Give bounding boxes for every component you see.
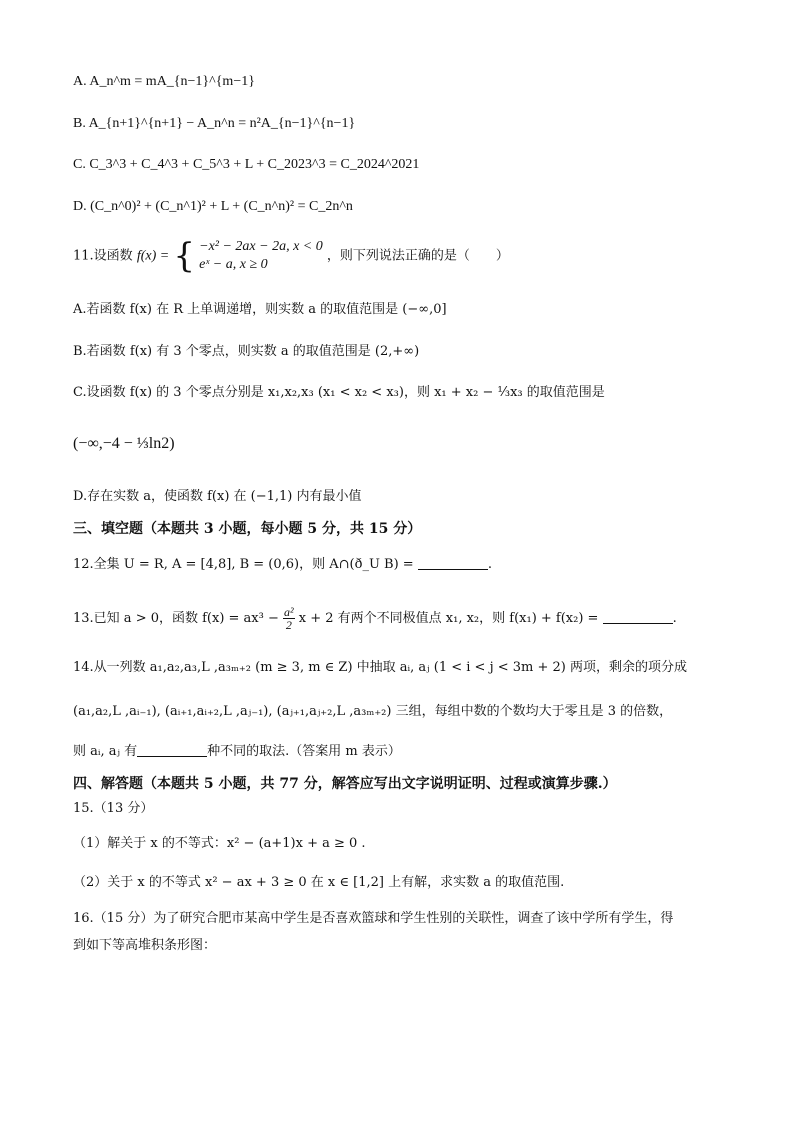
q12-text: 12.全集 U = R, A = [4,8], B = (0,6)，则 A∩(ð_U B) =	[73, 557, 418, 572]
q16-line-2: 到如下等高堆积条形图：	[73, 938, 217, 953]
q13: 13.已知 a > 0，函数 f(x) = ax³ − $\frac{\text{a²}}{2}$ x + 2 有两个不同极值点 x₁, x₂，则 f(x₁) + f(x₂) = .	[73, 605, 677, 632]
q13-fraction: $\frac{\text{a²}}{2}$	[284, 605, 294, 632]
section-4-title: 四、解答题（本题共 5 小题，共 77 分，解答应写出文字说明证明、过程或演算步骤.）	[73, 776, 617, 792]
q11-tail: ，则下列说法正确的是（ ）	[326, 248, 509, 264]
q13-blank	[603, 609, 673, 624]
q15-head: 15.（13 分）	[73, 801, 154, 816]
q14-blank	[137, 742, 207, 757]
q14-line-1: 14.从一列数 a₁,a₂,a₃,L ,a₃ₘ₊₂ (m ≥ 3, m ∈ Z) 中抽取 aᵢ, aⱼ (1 < i < j < 3m + 2) 两项，剩余的项分成	[73, 660, 687, 675]
q15-part-2: （2）关于 x 的不等式 x² − ax + 3 ≥ 0 在 x ∈ [1,2] 上有解，求实数 a 的取值范围.	[73, 875, 565, 890]
q10-option-d: D. (C_n^0)² + (C_n^1)² + L + (C_n^n)² = C_2n^n	[73, 199, 353, 214]
q11-option-b: B.若函数 f(x) 有 3 个零点，则实数 a 的取值范围是 (2,+∞)	[73, 344, 420, 359]
q13-text-b: x + 2 有两个不同极值点 x₁, x₂，则 f(x₁) + f(x₂) =	[298, 611, 603, 626]
q11-brace: {	[173, 236, 195, 276]
q14-line-3b: 种不同的取法.（答案用 m 表示）	[207, 744, 401, 759]
q12: 12.全集 U = R, A = [4,8], B = (0,6)，则 A∩(ð_U B) = .	[73, 557, 492, 572]
q11-cases	[199, 238, 323, 274]
q10-option-a: A. A_n^m = mA_{n−1}^{m−1}	[73, 74, 255, 89]
q14-line-3	[73, 742, 401, 762]
q16-line-1: 16.（15 分）为了研究合肥市某高中学生是否喜欢篮球和学生性别的关联性，调查了该中学所有学生，得	[73, 911, 674, 926]
q10-option-b: B. A_{n+1}^{n+1} − A_n^n = n²A_{n−1}^{n−1}	[73, 116, 356, 131]
q11-piece-2: eˣ − a, x ≥ 0	[199, 257, 268, 272]
q11-piece-1: −x² − 2ax − 2a, x < 0	[199, 239, 323, 254]
q10-option-c: C. C_3^3 + C_4^3 + C_5^3 + L + C_2023^3 = C_2024^2021	[73, 157, 420, 172]
q11-lead: 11.设函数	[73, 248, 133, 264]
q11-fx: f(x) =	[136, 248, 170, 264]
q11-option-a: A.若函数 f(x) 在 R 上单调递增，则实数 a 的取值范围是 (−∞,0]	[73, 302, 447, 317]
q11-option-c-range: (−∞,−4 − ⅓ln2)	[73, 435, 175, 452]
section-3-title: 三、填空题（本题共 3 小题，每小题 5 分，共 15 分）	[73, 521, 422, 537]
q11-option-d: D.存在实数 a，使函数 f(x) 在 (−1,1) 内有最小值	[73, 489, 362, 504]
q13-text-a: 13.已知 a > 0，函数 f(x) = ax³ −	[73, 611, 284, 626]
q11-option-c: C.设函数 f(x) 的 3 个零点分别是 x₁,x₂,x₃ (x₁ < x₂ < x₃)，则 x₁ + x₂ − ⅓x₃ 的取值范围是	[73, 385, 605, 400]
q12-blank	[418, 555, 488, 570]
q14-line-3a: 则 aᵢ, aⱼ 有	[73, 744, 138, 759]
q11-stem	[73, 238, 509, 274]
q14-line-2: (a₁,a₂,L ,aᵢ₋₁), (aᵢ₊₁,aᵢ₊₂,L ,aⱼ₋₁), (aⱼ₊₁,aⱼ₊₂,L ,a₃ₘ₊₂) 三组，每组中数的个数均大于零且是 3 的倍数，	[73, 704, 673, 719]
q15-part-1: （1）解关于 x 的不等式：x² − (a+1)x + a ≥ 0 .	[73, 836, 366, 851]
